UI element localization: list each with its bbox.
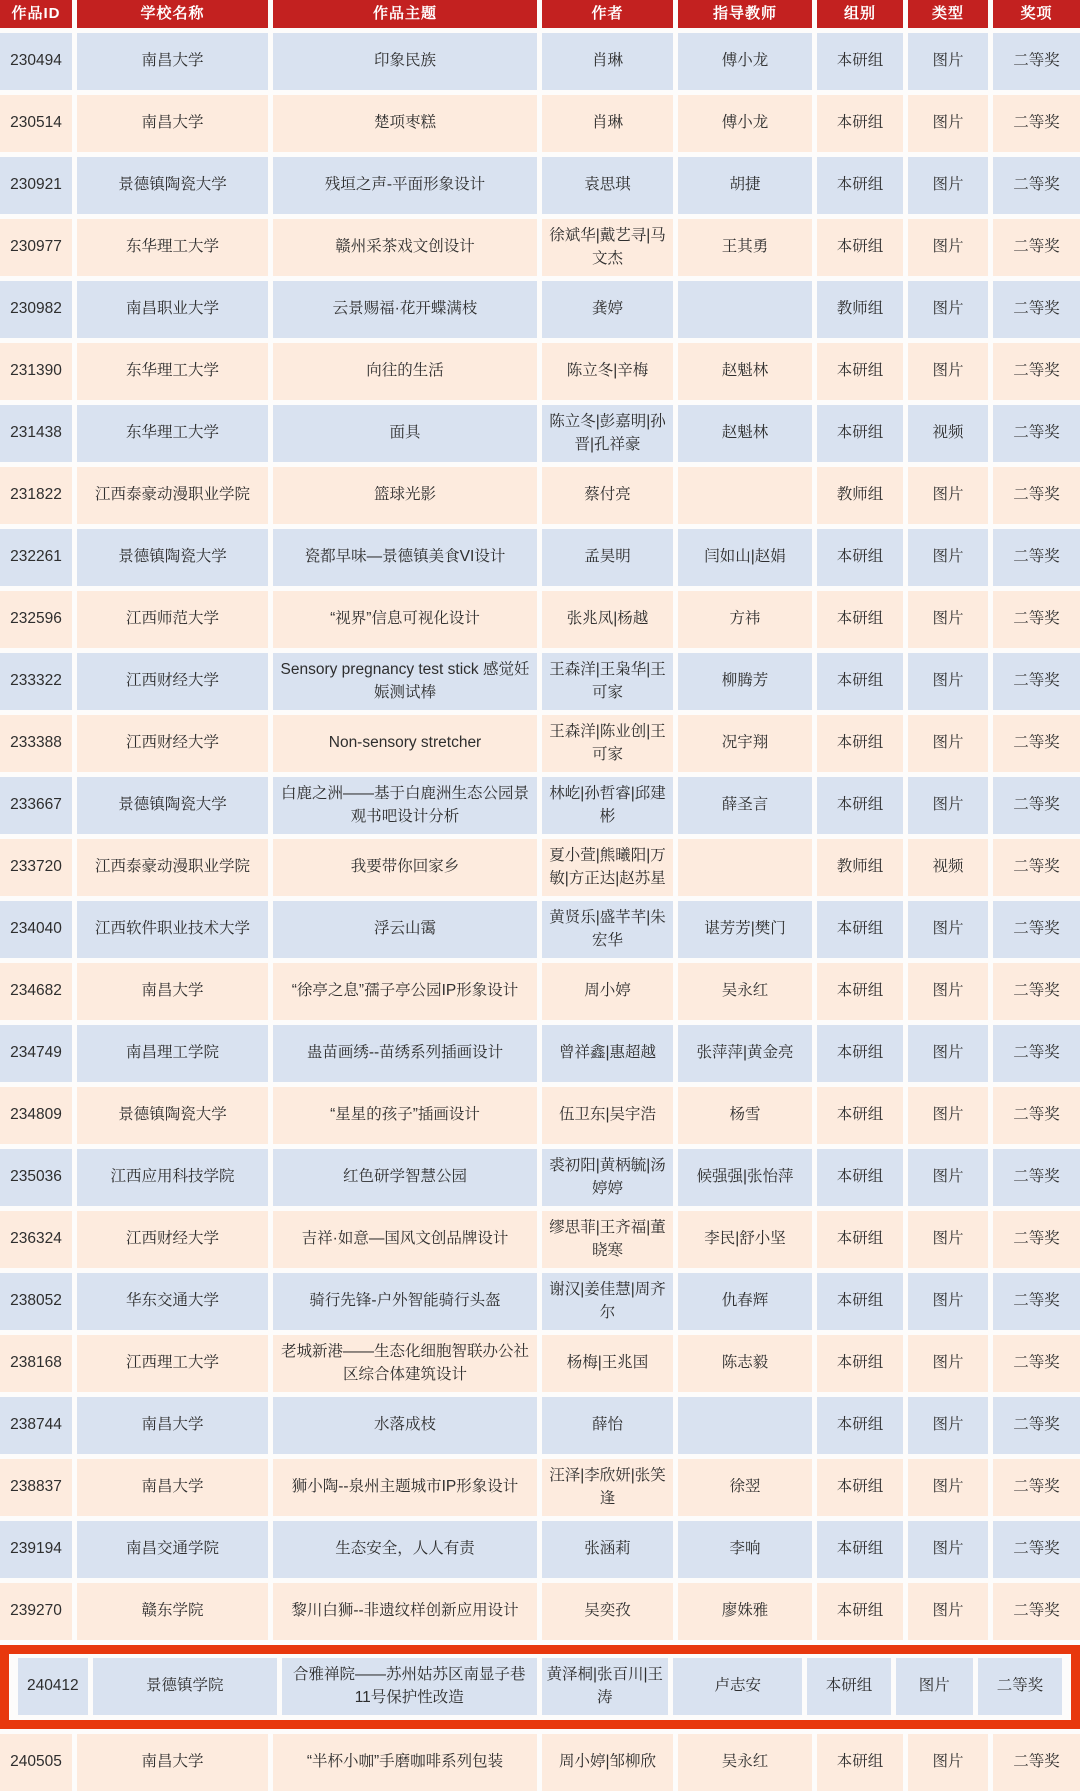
cell-work-id: 240412 bbox=[18, 1658, 88, 1715]
cell-school: 江西师范大学 bbox=[77, 591, 268, 648]
cell-theme: “半杯小咖”手磨咖啡系列包装 bbox=[273, 1734, 537, 1791]
cell-advisor: 况宇翔 bbox=[678, 715, 812, 772]
cell-school: 东华理工大学 bbox=[77, 405, 268, 462]
cell-work-id: 239270 bbox=[0, 1583, 72, 1640]
cell-school: 南昌大学 bbox=[77, 1459, 268, 1516]
cell-advisor bbox=[678, 1397, 812, 1454]
cell-school: 江西财经大学 bbox=[77, 653, 268, 710]
table-row bbox=[0, 839, 1080, 896]
cell-group: 本研组 bbox=[817, 1211, 903, 1268]
cell-school: 南昌交通学院 bbox=[77, 1521, 268, 1578]
table-row bbox=[0, 95, 1080, 152]
table-row bbox=[0, 1583, 1080, 1640]
cell-type: 图片 bbox=[908, 1087, 988, 1144]
cell-group: 本研组 bbox=[817, 405, 903, 462]
cell-author: 伍卫东|吴宇浩 bbox=[542, 1087, 673, 1144]
cell-theme: 老城新港——生态化细胞智联办公社区综合体建筑设计 bbox=[273, 1335, 537, 1392]
cell-group: 教师组 bbox=[817, 467, 903, 524]
cell-work-id: 230977 bbox=[0, 219, 72, 276]
cell-author: 龚婷 bbox=[542, 281, 673, 338]
cell-group: 本研组 bbox=[817, 1459, 903, 1516]
cell-type: 图片 bbox=[908, 1521, 988, 1578]
cell-group: 本研组 bbox=[817, 1273, 903, 1330]
cell-author: 林屹|孙哲睿|邱建彬 bbox=[542, 777, 673, 834]
table-row bbox=[0, 1397, 1080, 1454]
cell-award: 二等奖 bbox=[993, 405, 1080, 462]
cell-school: 江西泰豪动漫职业学院 bbox=[77, 839, 268, 896]
cell-type: 图片 bbox=[908, 1335, 988, 1392]
cell-work-id: 233720 bbox=[0, 839, 72, 896]
cell-school: 南昌职业大学 bbox=[77, 281, 268, 338]
cell-theme: 印象民族 bbox=[273, 33, 537, 90]
cell-author: 曾祥鑫|惠超越 bbox=[542, 1025, 673, 1082]
column-header-advisor: 指导教师 bbox=[678, 0, 812, 28]
cell-theme: 红色研学智慧公园 bbox=[273, 1149, 537, 1206]
cell-type: 图片 bbox=[908, 901, 988, 958]
cell-award: 二等奖 bbox=[993, 1583, 1080, 1640]
cell-group: 本研组 bbox=[817, 95, 903, 152]
cell-group: 本研组 bbox=[817, 591, 903, 648]
cell-advisor: 胡捷 bbox=[678, 157, 812, 214]
cell-work-id: 230514 bbox=[0, 95, 72, 152]
cell-school: 江西泰豪动漫职业学院 bbox=[77, 467, 268, 524]
cell-advisor: 赵魁林 bbox=[678, 343, 812, 400]
cell-theme: 合雅禅院——苏州姑苏区南显子巷11号保护性改造 bbox=[282, 1658, 537, 1715]
cell-award: 二等奖 bbox=[993, 343, 1080, 400]
cell-group: 本研组 bbox=[817, 1397, 903, 1454]
cell-type: 图片 bbox=[908, 1273, 988, 1330]
cell-type: 图片 bbox=[908, 591, 988, 648]
cell-award: 二等奖 bbox=[993, 901, 1080, 958]
cell-author: 裘初阳|黄柄毓|汤婷婷 bbox=[542, 1149, 673, 1206]
table-row bbox=[0, 219, 1080, 276]
cell-work-id: 238052 bbox=[0, 1273, 72, 1330]
cell-work-id: 233388 bbox=[0, 715, 72, 772]
cell-author: 肖琳 bbox=[542, 95, 673, 152]
cell-theme: 向往的生活 bbox=[273, 343, 537, 400]
cell-group: 本研组 bbox=[817, 1149, 903, 1206]
table-row bbox=[0, 529, 1080, 586]
cell-group: 本研组 bbox=[817, 653, 903, 710]
cell-work-id: 238744 bbox=[0, 1397, 72, 1454]
cell-work-id: 231390 bbox=[0, 343, 72, 400]
cell-type: 图片 bbox=[908, 1211, 988, 1268]
cell-theme: Sensory pregnancy test stick 感觉妊娠测试棒 bbox=[273, 653, 537, 710]
table-row bbox=[0, 777, 1080, 834]
cell-work-id: 234749 bbox=[0, 1025, 72, 1082]
cell-group: 本研组 bbox=[817, 33, 903, 90]
cell-author: 汪泽|李欣妍|张笑逢 bbox=[542, 1459, 673, 1516]
cell-advisor: 杨雪 bbox=[678, 1087, 812, 1144]
cell-theme: 残垣之声-平面形象设计 bbox=[273, 157, 537, 214]
cell-type: 图片 bbox=[908, 653, 988, 710]
cell-award: 二等奖 bbox=[993, 281, 1080, 338]
cell-author: 谢汉|姜佳慧|周齐尔 bbox=[542, 1273, 673, 1330]
cell-award: 二等奖 bbox=[993, 1273, 1080, 1330]
cell-group: 本研组 bbox=[817, 963, 903, 1020]
cell-type: 图片 bbox=[908, 529, 988, 586]
cell-work-id: 239194 bbox=[0, 1521, 72, 1578]
cell-advisor: 方祎 bbox=[678, 591, 812, 648]
cell-author: 杨梅|王兆国 bbox=[542, 1335, 673, 1392]
cell-author: 徐斌华|戴艺寻|马文杰 bbox=[542, 219, 673, 276]
cell-work-id: 232261 bbox=[0, 529, 72, 586]
cell-award: 二等奖 bbox=[993, 777, 1080, 834]
cell-work-id: 238837 bbox=[0, 1459, 72, 1516]
cell-theme: 蛊苗画绣--苗绣系列插画设计 bbox=[273, 1025, 537, 1082]
cell-advisor: 柳腾芳 bbox=[678, 653, 812, 710]
cell-type: 图片 bbox=[908, 95, 988, 152]
cell-advisor: 谌芳芳|樊门 bbox=[678, 901, 812, 958]
cell-work-id: 230982 bbox=[0, 281, 72, 338]
cell-theme: 生态安全，人人有责 bbox=[273, 1521, 537, 1578]
column-header-author: 作者 bbox=[542, 0, 673, 28]
cell-award: 二等奖 bbox=[993, 529, 1080, 586]
table-row bbox=[0, 33, 1080, 90]
cell-award: 二等奖 bbox=[993, 1521, 1080, 1578]
cell-author: 吴奕孜 bbox=[542, 1583, 673, 1640]
cell-school: 东华理工大学 bbox=[77, 343, 268, 400]
cell-advisor: 李民|舒小坚 bbox=[678, 1211, 812, 1268]
cell-author: 夏小萱|熊曦阳|万敏|方正达|赵苏星 bbox=[542, 839, 673, 896]
cell-work-id: 231822 bbox=[0, 467, 72, 524]
cell-theme: “星星的孩子”插画设计 bbox=[273, 1087, 537, 1144]
cell-type: 图片 bbox=[896, 1658, 973, 1715]
cell-type: 图片 bbox=[908, 343, 988, 400]
table-row bbox=[0, 157, 1080, 214]
cell-group: 本研组 bbox=[817, 157, 903, 214]
cell-advisor: 薛圣言 bbox=[678, 777, 812, 834]
cell-advisor bbox=[678, 281, 812, 338]
table-row bbox=[0, 591, 1080, 648]
cell-award: 二等奖 bbox=[993, 1459, 1080, 1516]
cell-author: 黄泽桐|张百川|王涛 bbox=[542, 1658, 668, 1715]
cell-author: 张兆凤|杨越 bbox=[542, 591, 673, 648]
cell-award: 二等奖 bbox=[993, 715, 1080, 772]
cell-award: 二等奖 bbox=[993, 1025, 1080, 1082]
table-row bbox=[0, 281, 1080, 338]
cell-school: 景德镇陶瓷大学 bbox=[77, 529, 268, 586]
cell-group: 本研组 bbox=[817, 219, 903, 276]
cell-author: 黄贤乐|盛芊芊|朱宏华 bbox=[542, 901, 673, 958]
cell-type: 图片 bbox=[908, 1734, 988, 1791]
table-row bbox=[0, 1149, 1080, 1206]
table-row bbox=[0, 1025, 1080, 1082]
cell-type: 视频 bbox=[908, 405, 988, 462]
cell-advisor: 卢志安 bbox=[673, 1658, 802, 1715]
highlight-annotation-border bbox=[0, 1645, 1080, 1729]
cell-author: 张涵莉 bbox=[542, 1521, 673, 1578]
cell-work-id: 240505 bbox=[0, 1734, 72, 1791]
cell-author: 王森洋|王枭华|王可家 bbox=[542, 653, 673, 710]
cell-advisor: 陈志毅 bbox=[678, 1335, 812, 1392]
cell-advisor: 李响 bbox=[678, 1521, 812, 1578]
cell-school: 江西应用科技学院 bbox=[77, 1149, 268, 1206]
cell-theme: 篮球光影 bbox=[273, 467, 537, 524]
table-row bbox=[0, 405, 1080, 462]
cell-type: 图片 bbox=[908, 467, 988, 524]
cell-school: 江西理工大学 bbox=[77, 1335, 268, 1392]
cell-award: 二等奖 bbox=[993, 1087, 1080, 1144]
cell-theme: 赣州采茶戏文创设计 bbox=[273, 219, 537, 276]
cell-work-id: 235036 bbox=[0, 1149, 72, 1206]
award-table-body bbox=[0, 28, 1080, 1791]
cell-work-id: 230921 bbox=[0, 157, 72, 214]
cell-award: 二等奖 bbox=[993, 467, 1080, 524]
cell-type: 图片 bbox=[908, 715, 988, 772]
cell-work-id: 232596 bbox=[0, 591, 72, 648]
table-row bbox=[0, 1211, 1080, 1268]
cell-group: 本研组 bbox=[807, 1658, 890, 1715]
cell-advisor bbox=[678, 839, 812, 896]
cell-group: 本研组 bbox=[817, 777, 903, 834]
cell-award: 二等奖 bbox=[993, 1149, 1080, 1206]
cell-school: 南昌大学 bbox=[77, 1397, 268, 1454]
cell-award: 二等奖 bbox=[993, 591, 1080, 648]
cell-award: 二等奖 bbox=[993, 1211, 1080, 1268]
cell-school: 南昌大学 bbox=[77, 33, 268, 90]
cell-theme: 水落成枝 bbox=[273, 1397, 537, 1454]
cell-advisor: 廖姝雅 bbox=[678, 1583, 812, 1640]
cell-school: 南昌大学 bbox=[77, 95, 268, 152]
cell-author: 周小婷|邹柳欣 bbox=[542, 1734, 673, 1791]
table-row bbox=[0, 1087, 1080, 1144]
cell-advisor: 仇春辉 bbox=[678, 1273, 812, 1330]
cell-theme: “视界”信息可视化设计 bbox=[273, 591, 537, 648]
table-header-row bbox=[0, 0, 1080, 28]
table-row bbox=[0, 467, 1080, 524]
cell-advisor: 赵魁林 bbox=[678, 405, 812, 462]
cell-group: 本研组 bbox=[817, 715, 903, 772]
cell-group: 本研组 bbox=[817, 343, 903, 400]
cell-type: 图片 bbox=[908, 1025, 988, 1082]
cell-award: 二等奖 bbox=[993, 33, 1080, 90]
cell-group: 本研组 bbox=[817, 529, 903, 586]
cell-school: 南昌大学 bbox=[77, 963, 268, 1020]
cell-work-id: 234040 bbox=[0, 901, 72, 958]
cell-theme: 浮云山霭 bbox=[273, 901, 537, 958]
column-header-group: 组别 bbox=[817, 0, 903, 28]
cell-advisor: 王其勇 bbox=[678, 219, 812, 276]
cell-theme: 吉祥·如意—国风文创品牌设计 bbox=[273, 1211, 537, 1268]
cell-theme: 白鹿之洲——基于白鹿洲生态公园景观书吧设计分析 bbox=[273, 777, 537, 834]
cell-author: 陈立冬|辛梅 bbox=[542, 343, 673, 400]
cell-award: 二等奖 bbox=[993, 653, 1080, 710]
table-row bbox=[0, 901, 1080, 958]
cell-author: 薛怡 bbox=[542, 1397, 673, 1454]
cell-theme: 面具 bbox=[273, 405, 537, 462]
cell-group: 本研组 bbox=[817, 1087, 903, 1144]
cell-author: 王森洋|陈业创|王可家 bbox=[542, 715, 673, 772]
cell-type: 图片 bbox=[908, 281, 988, 338]
cell-group: 本研组 bbox=[817, 1335, 903, 1392]
cell-advisor: 吴永红 bbox=[678, 1734, 812, 1791]
column-header-award: 奖项 bbox=[993, 0, 1080, 28]
cell-type: 图片 bbox=[908, 1397, 988, 1454]
cell-type: 图片 bbox=[908, 157, 988, 214]
table-row bbox=[0, 1521, 1080, 1578]
cell-work-id: 233667 bbox=[0, 777, 72, 834]
cell-award: 二等奖 bbox=[993, 95, 1080, 152]
table-row bbox=[0, 715, 1080, 772]
cell-work-id: 233322 bbox=[0, 653, 72, 710]
cell-advisor: 傅小龙 bbox=[678, 95, 812, 152]
cell-award: 二等奖 bbox=[993, 157, 1080, 214]
cell-school: 景德镇陶瓷大学 bbox=[77, 157, 268, 214]
cell-group: 教师组 bbox=[817, 281, 903, 338]
cell-award: 二等奖 bbox=[993, 1734, 1080, 1791]
cell-author: 孟昊明 bbox=[542, 529, 673, 586]
cell-school: 江西软件职业技术大学 bbox=[77, 901, 268, 958]
cell-work-id: 230494 bbox=[0, 33, 72, 90]
cell-group: 教师组 bbox=[817, 839, 903, 896]
cell-author: 肖琳 bbox=[542, 33, 673, 90]
cell-advisor: 吴永红 bbox=[678, 963, 812, 1020]
cell-award: 二等奖 bbox=[993, 1397, 1080, 1454]
cell-school: 景德镇学院 bbox=[93, 1658, 277, 1715]
cell-group: 本研组 bbox=[817, 1734, 903, 1791]
cell-work-id: 236324 bbox=[0, 1211, 72, 1268]
cell-group: 本研组 bbox=[817, 1583, 903, 1640]
cell-school: 江西财经大学 bbox=[77, 715, 268, 772]
table-row bbox=[0, 1734, 1080, 1791]
cell-school: 东华理工大学 bbox=[77, 219, 268, 276]
cell-author: 周小婷 bbox=[542, 963, 673, 1020]
cell-work-id: 238168 bbox=[0, 1335, 72, 1392]
cell-author: 陈立冬|彭嘉明|孙晋|孔祥豪 bbox=[542, 405, 673, 462]
column-header-school: 学校名称 bbox=[77, 0, 268, 28]
highlighted-table-row bbox=[18, 1658, 1062, 1715]
cell-theme: 瓷都早味—景德镇美食VI设计 bbox=[273, 529, 537, 586]
cell-school: 赣东学院 bbox=[77, 1583, 268, 1640]
cell-advisor: 徐翌 bbox=[678, 1459, 812, 1516]
cell-school: 景德镇陶瓷大学 bbox=[77, 1087, 268, 1144]
cell-theme: 我要带你回家乡 bbox=[273, 839, 537, 896]
cell-theme: Non-sensory stretcher bbox=[273, 715, 537, 772]
cell-theme: 狮小陶--泉州主题城市IP形象设计 bbox=[273, 1459, 537, 1516]
column-header-type: 类型 bbox=[908, 0, 988, 28]
table-row bbox=[0, 1459, 1080, 1516]
cell-school: 南昌大学 bbox=[77, 1734, 268, 1791]
cell-author: 袁思琪 bbox=[542, 157, 673, 214]
cell-theme: 云景赐福·花开蝶满枝 bbox=[273, 281, 537, 338]
cell-advisor: 张萍萍|黄金亮 bbox=[678, 1025, 812, 1082]
cell-theme: 黎川白狮--非遗纹样创新应用设计 bbox=[273, 1583, 537, 1640]
cell-author: 缪思菲|王齐福|董晓寒 bbox=[542, 1211, 673, 1268]
column-header-theme: 作品主题 bbox=[273, 0, 537, 28]
cell-award: 二等奖 bbox=[993, 963, 1080, 1020]
table-row bbox=[0, 1273, 1080, 1330]
column-header-work-id: 作品ID bbox=[0, 0, 72, 28]
cell-work-id: 231438 bbox=[0, 405, 72, 462]
cell-school: 南昌理工学院 bbox=[77, 1025, 268, 1082]
table-row bbox=[0, 653, 1080, 710]
table-row bbox=[0, 1335, 1080, 1392]
cell-group: 本研组 bbox=[817, 1521, 903, 1578]
cell-award: 二等奖 bbox=[993, 839, 1080, 896]
table-row bbox=[0, 963, 1080, 1020]
cell-group: 本研组 bbox=[817, 1025, 903, 1082]
cell-award: 二等奖 bbox=[978, 1658, 1062, 1715]
cell-award: 二等奖 bbox=[993, 219, 1080, 276]
cell-type: 图片 bbox=[908, 777, 988, 834]
cell-advisor: 傅小龙 bbox=[678, 33, 812, 90]
cell-theme: 楚项枣糕 bbox=[273, 95, 537, 152]
cell-school: 江西财经大学 bbox=[77, 1211, 268, 1268]
cell-type: 图片 bbox=[908, 963, 988, 1020]
cell-theme: “徐亭之息”孺子亭公园IP形象设计 bbox=[273, 963, 537, 1020]
cell-author: 蔡付亮 bbox=[542, 467, 673, 524]
cell-type: 图片 bbox=[908, 1459, 988, 1516]
cell-advisor bbox=[678, 467, 812, 524]
cell-school: 景德镇陶瓷大学 bbox=[77, 777, 268, 834]
cell-theme: 骑行先锋-户外智能骑行头盔 bbox=[273, 1273, 537, 1330]
cell-work-id: 234809 bbox=[0, 1087, 72, 1144]
cell-advisor: 闫如山|赵娟 bbox=[678, 529, 812, 586]
cell-type: 图片 bbox=[908, 1583, 988, 1640]
cell-school: 华东交通大学 bbox=[77, 1273, 268, 1330]
cell-type: 图片 bbox=[908, 219, 988, 276]
cell-award: 二等奖 bbox=[993, 1335, 1080, 1392]
cell-advisor: 候强强|张怡萍 bbox=[678, 1149, 812, 1206]
cell-type: 图片 bbox=[908, 1149, 988, 1206]
cell-work-id: 234682 bbox=[0, 963, 72, 1020]
table-row bbox=[0, 343, 1080, 400]
cell-group: 本研组 bbox=[817, 901, 903, 958]
cell-type: 视频 bbox=[908, 839, 988, 896]
cell-type: 图片 bbox=[908, 33, 988, 90]
